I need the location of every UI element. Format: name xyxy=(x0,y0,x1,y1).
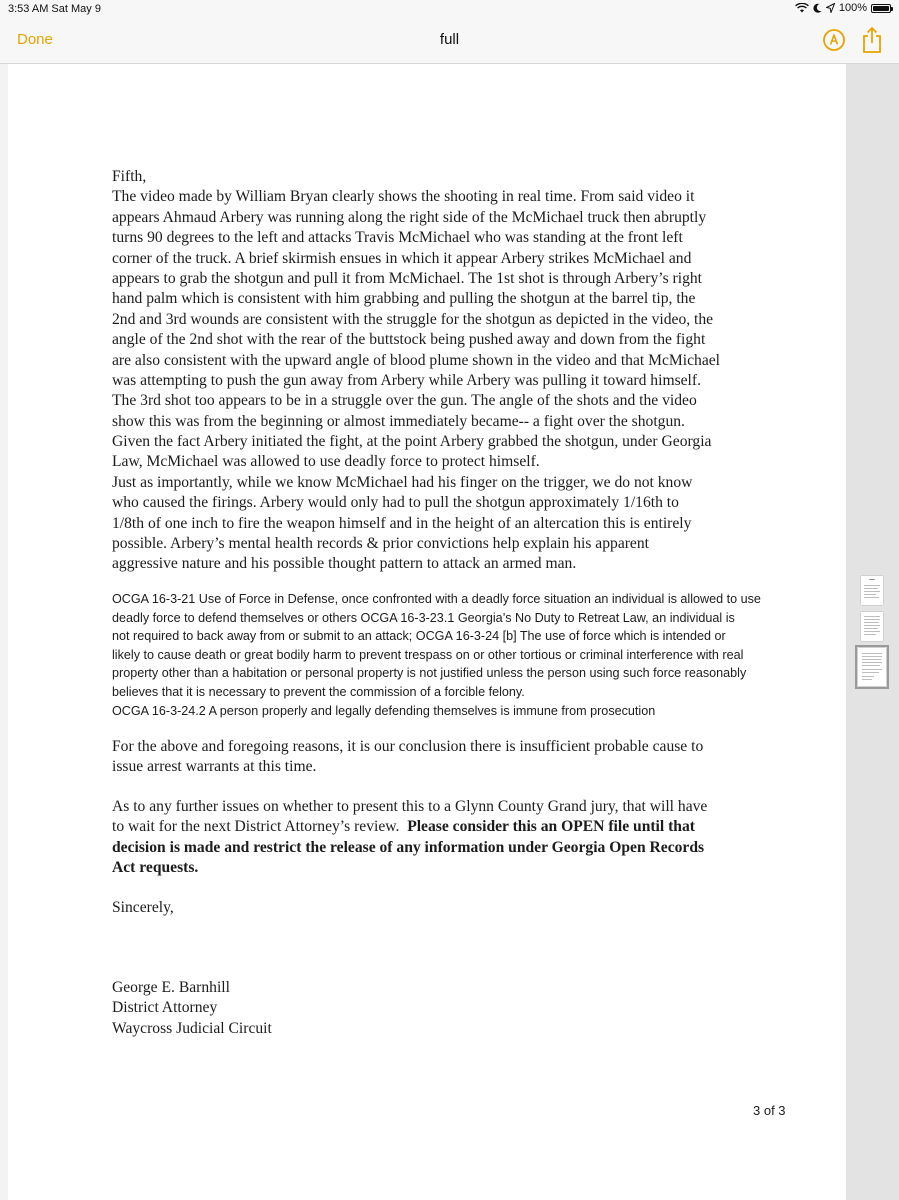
done-button[interactable]: Done xyxy=(17,31,53,48)
body-line: who caused the firings. Arbery would only had to pull the shotgun approximately 1/16th to xyxy=(112,494,679,512)
further-line-1: As to any further issues on whether to present this to a Glynn County Grand jury, that will have xyxy=(112,798,708,815)
conclusion-line: issue arrest warrants at this time. xyxy=(112,758,317,776)
law-line: believes that it is necessary to prevent the commission of a forcible felony. xyxy=(112,684,525,699)
body-line: was attempting to push the gun away from Arbery while Arbery was pulling it toward himself. xyxy=(112,371,701,389)
battery-icon xyxy=(871,4,891,13)
signer-title: District Attorney xyxy=(112,999,218,1017)
body-line: Fifth, xyxy=(112,168,147,185)
letter-body xyxy=(112,167,812,575)
navigation-bar xyxy=(0,20,899,64)
body-line: turns 90 degrees to the left and attacks Travis McMichael who was standing at the front left xyxy=(112,229,683,247)
signer-office: Waycross Judicial Circuit xyxy=(112,1019,272,1037)
body-line: The 3rd shot too appears to be in a struggle over the gun. The angle of the shots and the video xyxy=(112,392,697,410)
body-line: show this was from the beginning or almost immediately became-- a fight over the shotgun. xyxy=(112,412,685,430)
further-line-2 xyxy=(112,817,812,837)
thumbnail-page-3[interactable] xyxy=(858,648,886,686)
markup-button[interactable] xyxy=(822,28,846,52)
status-right xyxy=(795,2,891,14)
body-line: Law, McMichael was allowed to use deadly force to protect himself. xyxy=(112,453,540,471)
further-line-2-plain: to wait for the next District Attorney’s review. xyxy=(112,818,408,836)
law-line: property other than a habitation or personal property is not justified unless the person using such force reasonably xyxy=(112,666,747,681)
further-issues-paragraph xyxy=(112,797,812,879)
law-citations xyxy=(112,590,812,720)
body-line: Just as importantly, while we know McMichael had his finger on the trigger, we do not know xyxy=(112,473,693,491)
status-time: 3:53 AM Sat May 9 xyxy=(8,3,101,15)
battery-fill xyxy=(873,6,889,11)
further-line-3 xyxy=(112,838,812,858)
law-line: deadly force to defend themselves or others OCGA 16-3-23.1 Georgia’s No Duty to Retreat Law, an individual is xyxy=(112,610,735,625)
body-line: Given the fact Arbery initiated the fight, at the point Arbery grabbed the shotgun, under Georgia xyxy=(112,433,712,451)
further-line-4 xyxy=(112,858,812,878)
further-line-2-bold: Please consider this an OPEN file until that xyxy=(407,818,695,836)
body-line: are also consistent with the upward angle of blood plume shown in the video and that McMichael xyxy=(112,351,721,369)
conclusion-line: For the above and foregoing reasons, it is our conclusion there is insufficient probable cause to xyxy=(112,738,704,755)
body-line: The video made by William Bryan clearly shows the shooting in real time. From said video it xyxy=(112,188,695,206)
wifi-icon xyxy=(795,3,809,13)
page-number: 3 of 3 xyxy=(753,1103,786,1118)
document-title: full xyxy=(439,31,460,48)
moon-icon xyxy=(813,3,822,13)
thumbnail-page-1[interactable] xyxy=(861,576,883,605)
further-line-3-bold: decision is made and restrict the release of any information under Georgia Open Records xyxy=(112,838,705,856)
law-line: not required to back away from or submit to an attack; OCGA 16-3-24 [b] The use of force which is intended or xyxy=(112,629,726,644)
body-line: 2nd and 3rd wounds are consistent with the struggle for the shotgun as depicted in the video, the xyxy=(112,310,714,328)
law-line: likely to cause death or great bodily harm to prevent trespass on or other tortious or criminal interference with real xyxy=(112,647,744,662)
law-line: OCGA 16-3-24.2 A person properly and legally defending themselves is immune from prosecution xyxy=(112,703,656,718)
body-line: appears Ahmaud Arbery was running along the right side of the McMichael truck then abruptly xyxy=(112,208,707,226)
closing-text: Sincerely, xyxy=(112,899,174,916)
body-line: aggressive nature and his possible thought pattern to attack an armed man. xyxy=(112,555,577,573)
markup-pen-icon xyxy=(822,28,846,52)
body-line: hand palm which is consistent with him grabbing and pulling the shotgun at the barrel tip, the xyxy=(112,290,696,308)
thumbnail-page-2[interactable] xyxy=(861,612,883,641)
battery-percent: 100% xyxy=(838,2,867,14)
signature-block xyxy=(112,978,812,1039)
status-bar xyxy=(0,0,899,20)
body-line: possible. Arbery’s mental health records & prior convictions help explain his apparent xyxy=(112,535,649,553)
body-line: appears to grab the shotgun and pull it from McMichael. The 1st shot is through Arbery’s right xyxy=(112,269,703,287)
body-line: angle of the 2nd shot with the rear of the buttstock being pushed away and down from the fight xyxy=(112,331,706,349)
further-line-4-bold: Act requests. xyxy=(112,859,199,877)
thumbnail-sidebar xyxy=(846,64,899,1200)
closing xyxy=(112,898,812,918)
location-arrow-icon xyxy=(826,3,835,13)
conclusion-paragraph xyxy=(112,737,812,778)
body-line: 1/8th of one inch to fire the weapon himself and in the height of an altercation this is entirely xyxy=(112,514,692,532)
signer-name: George E. Barnhill xyxy=(112,979,230,996)
share-button[interactable] xyxy=(860,26,884,54)
body-line: corner of the truck. A brief skirmish ensues in which it appear Arbery strikes McMichael and xyxy=(112,249,692,267)
law-line: OCGA 16-3-21 Use of Force in Defense, once confronted with a deadly force situation an individual is allowed to use xyxy=(112,592,761,606)
share-icon xyxy=(860,26,884,54)
